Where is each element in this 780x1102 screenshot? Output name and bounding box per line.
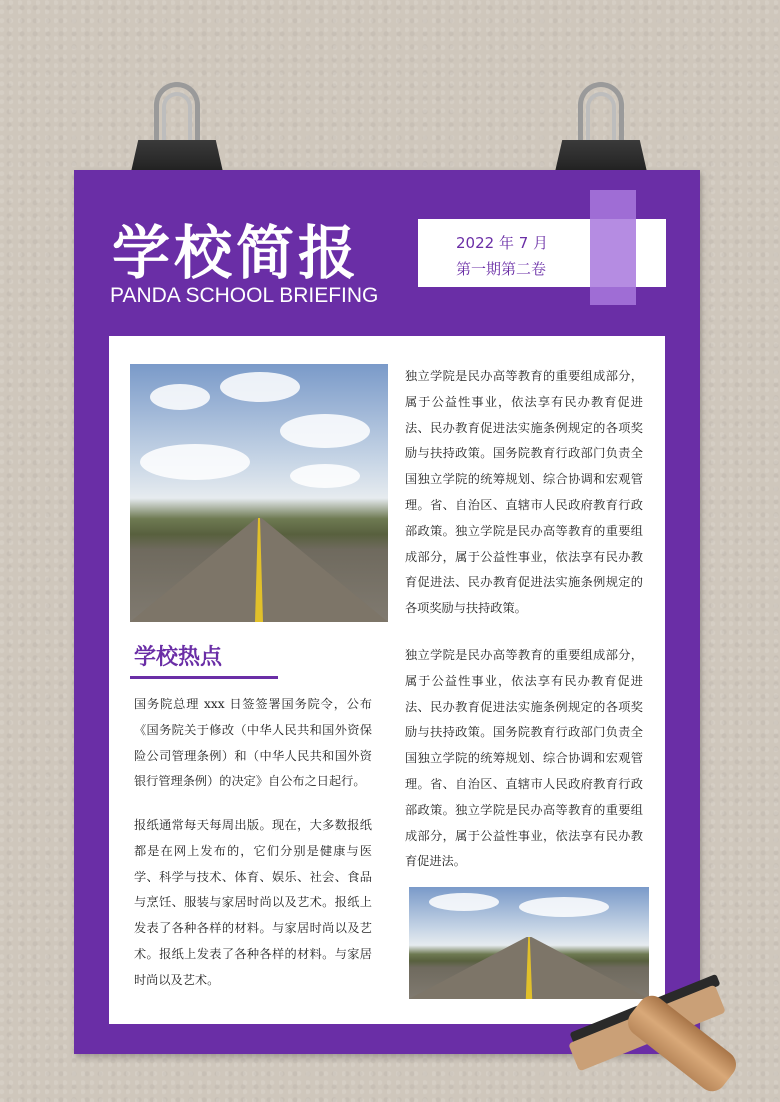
article-right-2: 独立学院是民办高等教育的重要组成部分，属于公益性事业，依法享有民办教育促进法、民办教育促进法实施条例规定的各项奖励与扶持政策。国务院教育行政部门负责全国独立学院的统筹规划、综合协调和宏观管理。省、自治区、直辖市人民政府教育行政部政策。独立学院是民办高等教育的重要组成部分，属于公益性事业，依法享有民办教育促进法。 bbox=[405, 648, 643, 869]
issue-number: 第一期第二卷 bbox=[456, 260, 547, 278]
date-accent-bar bbox=[590, 190, 636, 305]
road-photo-large bbox=[130, 364, 388, 622]
page-title: 学校简报 bbox=[112, 219, 361, 287]
article-left-2: 报纸通常每天每周出版。现在，大多数报纸都是在网上发布的，它们分别是健康与医学、科学与技术、体育、娱乐、社会、食品与烹饪、服装与家居时尚以及艺术。报纸上发表了各种各样的材料。与家居时尚以及艺术。报纸上发表了各种各样的材料。与家居时尚以及艺术。 bbox=[134, 818, 372, 987]
rubber-stamp-icon bbox=[548, 985, 780, 1102]
section-title-underline bbox=[130, 676, 278, 679]
road-photo-small bbox=[409, 887, 649, 999]
issue-date: 2022 年 7 月 bbox=[456, 234, 549, 252]
article-right-1: 独立学院是民办高等教育的重要组成部分，属于公益性事业，依法享有民办教育促进法、民办教育促进法实施条例规定的各项奖励与扶持政策。国务院教育行政部门负责全国独立学院的统筹规划、综合协调和宏观管理。省、自治区、直辖市人民政府教育行政部政策。独立学院是民办高等教育的重要组成部分，属于公益性事业，依法享有民办教育促进法、民办教育促进法实施条例规定的各项奖励与扶持政策。 bbox=[405, 369, 643, 616]
article-left-1: 国务院总理 xxx 日签签署国务院令，公布《国务院关于修改（中华人民共和国外资保险公司管理条例）和（中华人民共和国外资银行管理条例）的决定》自公布之日起行。 bbox=[134, 697, 372, 789]
page-subtitle: PANDA SCHOOL BRIEFING bbox=[110, 284, 379, 307]
section-title-hot: 学校热点 bbox=[134, 645, 223, 670]
